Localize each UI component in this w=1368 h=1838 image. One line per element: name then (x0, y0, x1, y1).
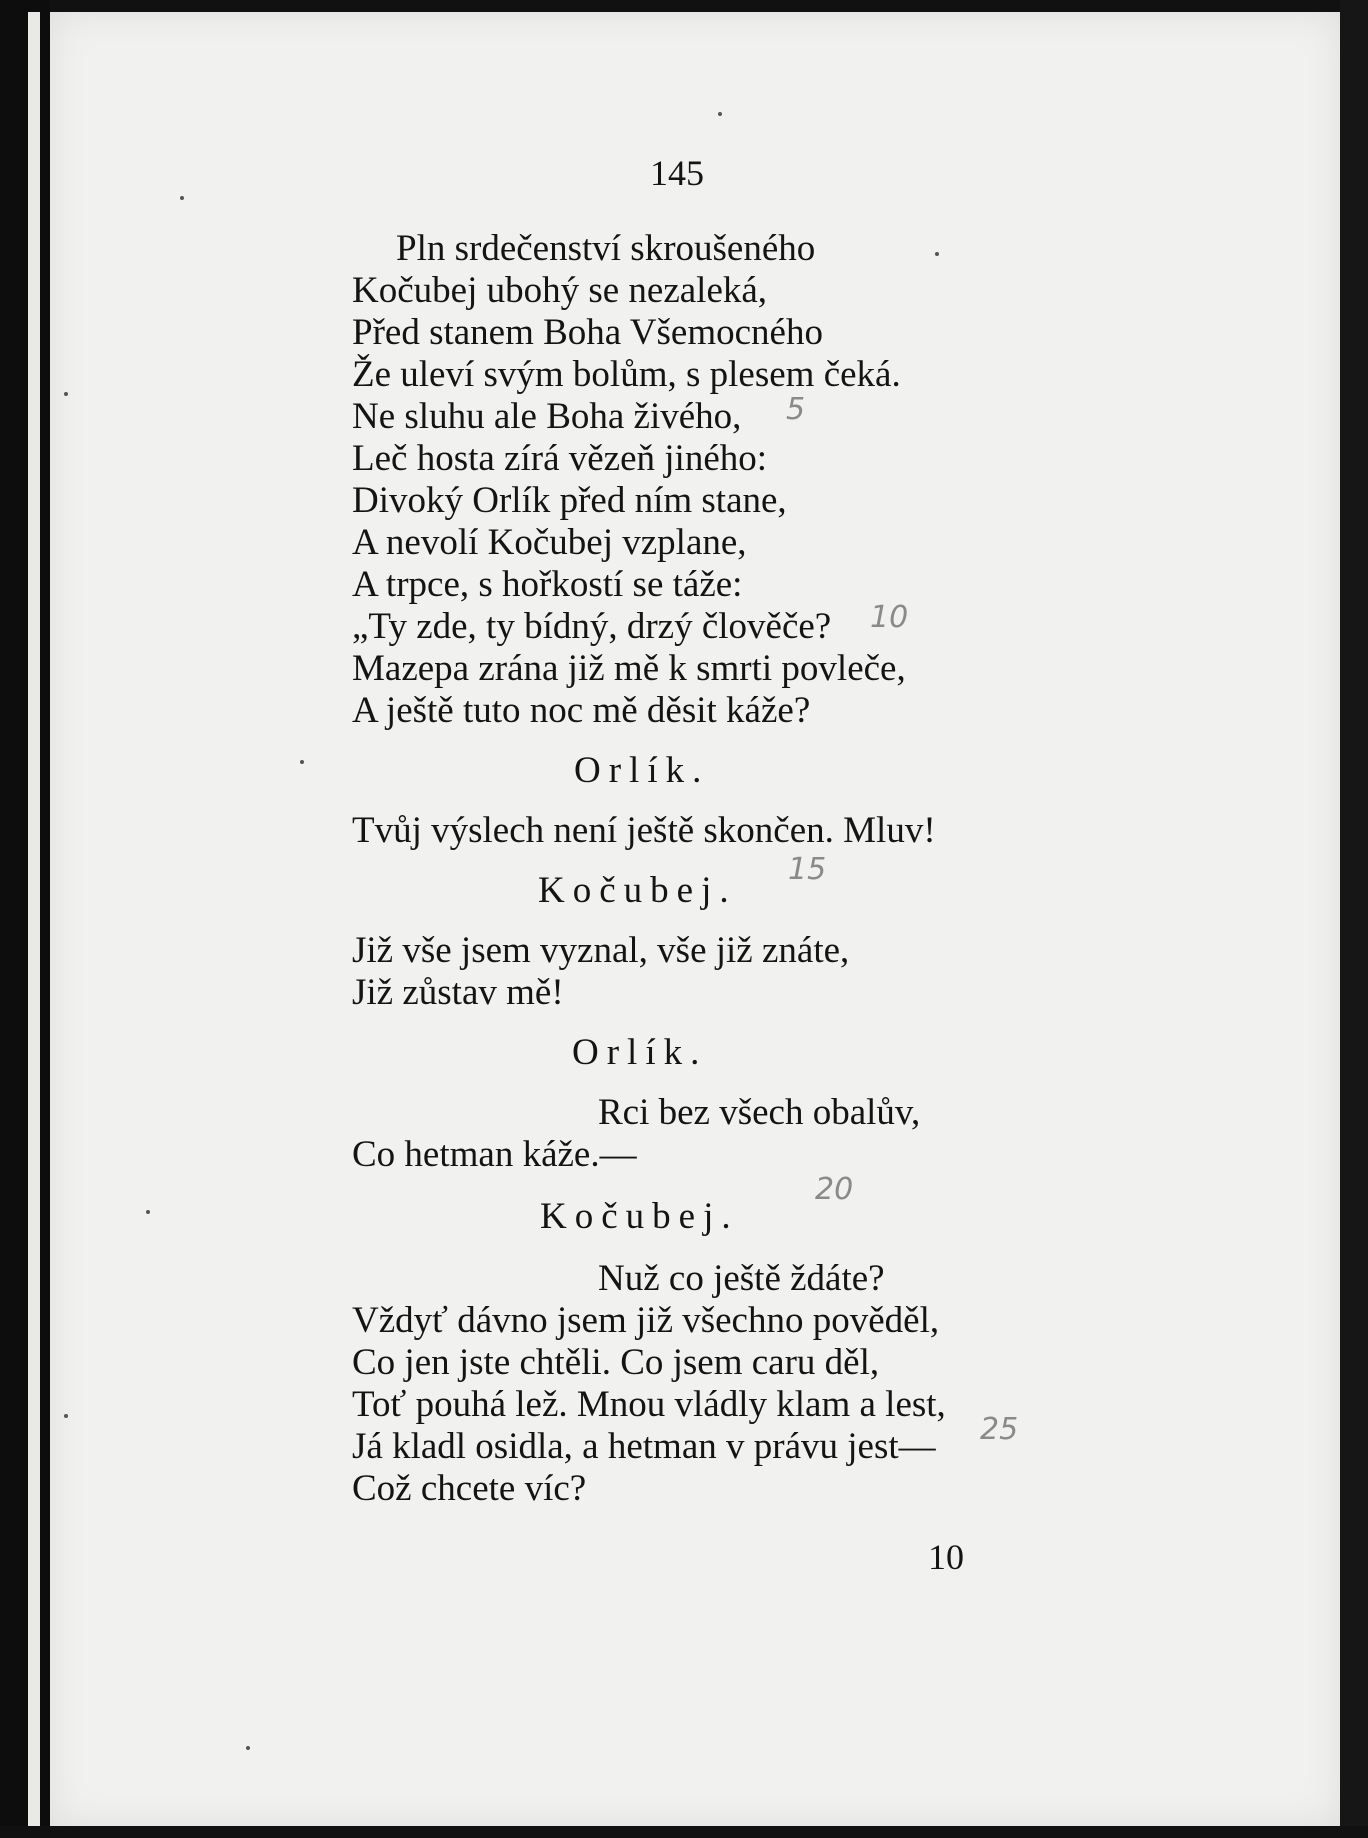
footer-signature-number: 10 (928, 1537, 964, 1577)
speaker-heading-orlik: Orlík. (572, 1032, 708, 1073)
paper-speck (180, 196, 184, 200)
verse-line: Vždyť dávno jsem již všechno pověděl, (352, 1300, 940, 1341)
verse-line: Pln srdečenství skroušeného (396, 228, 816, 269)
verse-line: A ještě tuto noc mě děsit káže? (352, 690, 811, 731)
paper-speck (300, 760, 304, 764)
verse-line: Tvůj výslech není ještě skončen. Mluv! (352, 810, 936, 851)
scan-border-left (0, 0, 50, 1838)
scan-border-top (0, 0, 1368, 12)
pencil-margin-mark: 5 (786, 392, 806, 427)
verse-line-indented: Nuž co ještě ždáte? (598, 1258, 885, 1299)
speaker-heading-orlik: Orlík. (574, 750, 710, 791)
verse-line: Již vše jsem vyznal, vše již znáte, (352, 930, 850, 971)
paper-speck (246, 1746, 250, 1750)
pencil-margin-mark: 10 (870, 600, 909, 635)
scan-border-bottom (0, 1826, 1368, 1838)
scan-border-right (1340, 0, 1368, 1838)
speaker-heading-kocubej: Kočubej. (538, 870, 737, 911)
verse-line: Již zůstav mě! (352, 972, 564, 1013)
verse-line: Mazepa zrána již mě k smrti povleče, (352, 648, 906, 689)
speaker-heading-kocubej: Kočubej. (540, 1196, 739, 1237)
verse-line: Kočubej ubohý se nezaleká, (352, 270, 768, 311)
verse-line: Že uleví svým bolům, s plesem čeká. (352, 354, 901, 395)
pencil-margin-mark: 15 (788, 852, 827, 887)
verse-line: A trpce, s hořkostí se táže: (352, 564, 743, 605)
verse-line: Leč hosta zírá vězeň jiného: (352, 438, 768, 479)
pencil-margin-mark: 25 (980, 1412, 1019, 1447)
verse-line: Toť pouhá lež. Mnou vládly klam a lest, (352, 1384, 946, 1425)
verse-line: A nevolí Kočubej vzplane, (352, 522, 747, 563)
book-spine-edge (28, 12, 40, 1826)
paper-speck (64, 1414, 68, 1418)
book-page (50, 12, 1340, 1826)
verse-line: Ne sluhu ale Boha živého, (352, 396, 742, 437)
pencil-margin-mark: 20 (815, 1172, 854, 1207)
verse-line-indented: Rci bez všech obalův, (598, 1092, 921, 1133)
page-number: 145 (650, 153, 704, 193)
verse-line: Divoký Orlík před ním stane, (352, 480, 787, 521)
paper-speck (64, 392, 68, 396)
verse-line: Co jen jste chtěli. Co jsem caru děl, (352, 1342, 880, 1383)
verse-line: Já kladl osidla, a hetman v právu jest— (352, 1426, 936, 1467)
paper-speck (146, 1210, 150, 1214)
verse-line: Co hetman káže.— (352, 1134, 637, 1175)
paper-speck (935, 252, 939, 256)
verse-line: Což chcete víc? (352, 1468, 587, 1509)
verse-line: Před stanem Boha Všemocného (352, 312, 823, 353)
verse-line: „Ty zde, ty bídný, drzý člověče? (352, 606, 832, 647)
paper-speck (718, 112, 722, 116)
